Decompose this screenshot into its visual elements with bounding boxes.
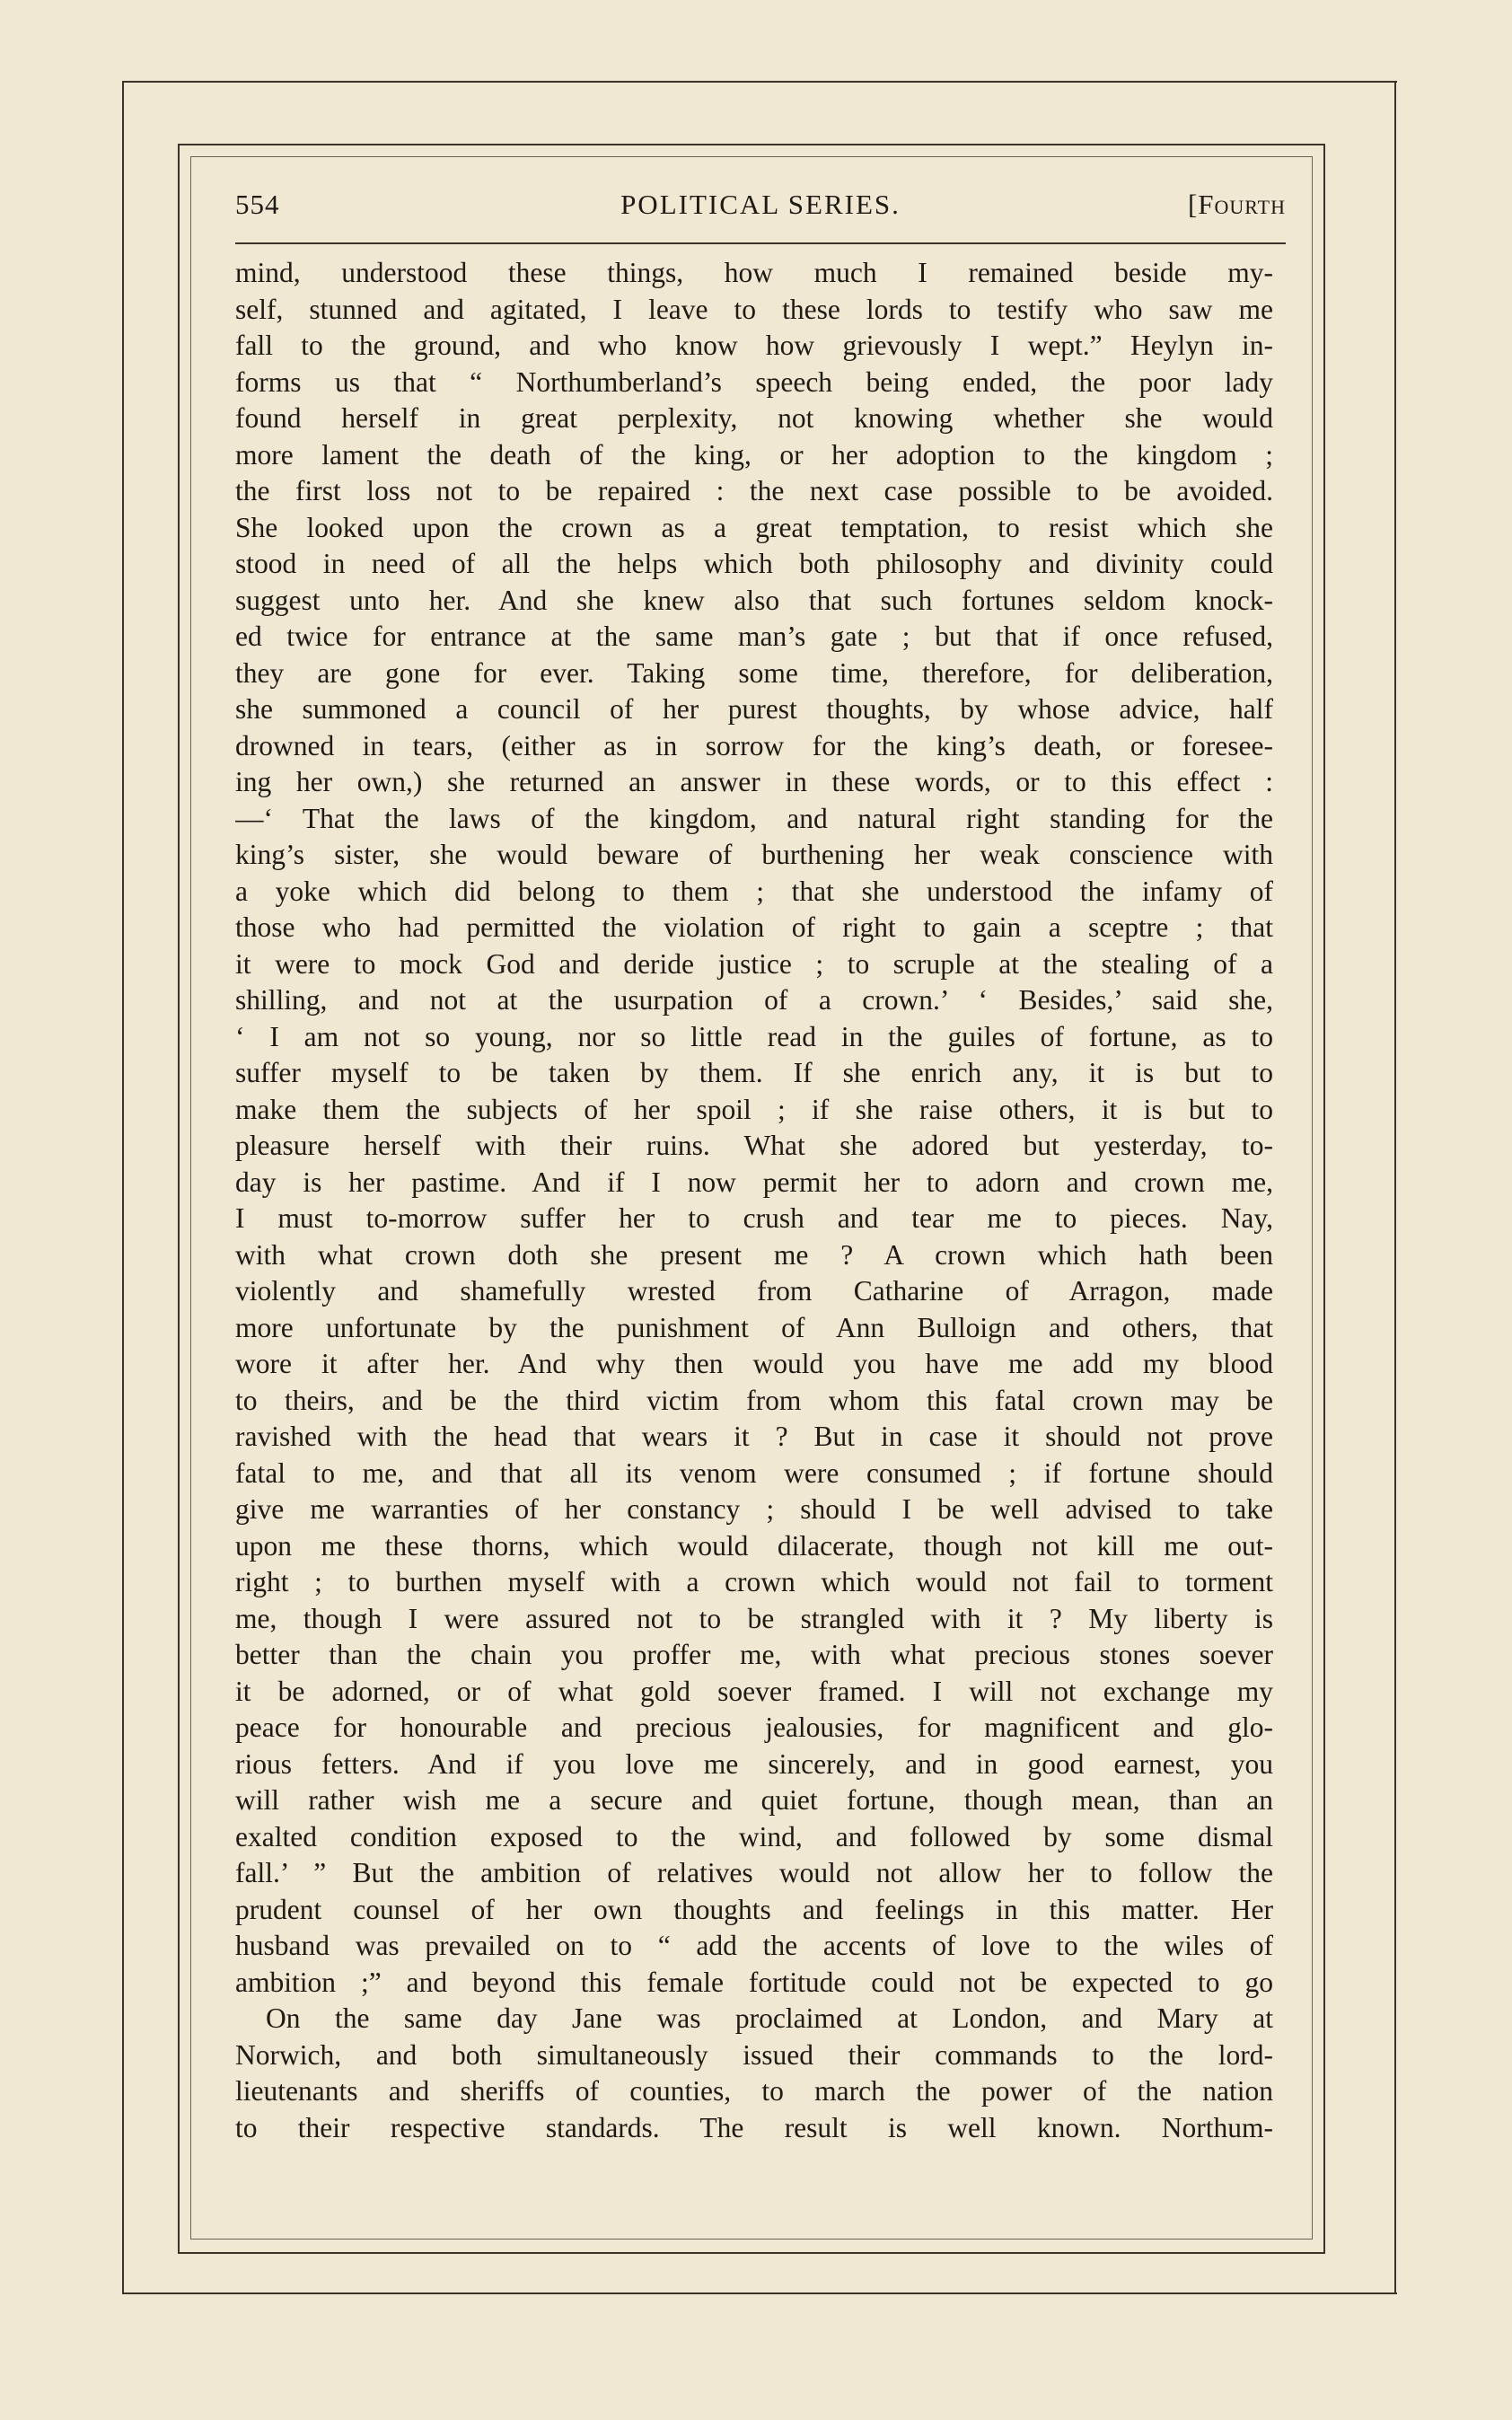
text-line: shilling, and not at the usurpation of a crown.’ ‘ Besides,’ said she, [235, 984, 1273, 1016]
text-line: ed twice for entrance at the same man’s gate ; but that if once refused, [235, 620, 1273, 652]
text-line: husband was prevailed on to “ add the accents of love to the wiles of [235, 1930, 1273, 1961]
outer-frame-top-rule [124, 81, 1397, 83]
body-text [235, 255, 1273, 2146]
text-line: drowned in tears, (either as in sorrow for the king’s death, or foresee- [235, 729, 1273, 761]
text-line: ambition ;” and beyond this female fortitude could not be expected to go [235, 1966, 1273, 1998]
text-line: ravished with the head that wears it ? But in case it should not prove [235, 1421, 1273, 1452]
section-mark: [Fourth [1187, 189, 1286, 220]
text-line: they are gone for ever. Taking some time, therefore, for deliberation, [235, 656, 1273, 689]
text-line: wore it after her. And why then would you have me add my blood [235, 1348, 1273, 1379]
text-line: upon me these thorns, which would dilacerate, though not kill me out- [235, 1529, 1273, 1562]
outer-frame-right-rule [1394, 81, 1396, 2294]
text-line: forms us that “ Northumberland’s speech being ended, the poor lady [235, 365, 1273, 398]
text-line: self, stunned and agitated, I leave to these lords to testify who saw me [235, 293, 1273, 325]
text-line: Norwich, and both simultaneously issued their commands to the lord- [235, 2038, 1273, 2071]
text-line: found herself in great perplexity, not knowing whether she would [235, 402, 1273, 434]
text-line: rious fetters. And if you love me sincerely, and in good earnest, you [235, 1747, 1273, 1780]
text-line: with what crown doth she present me ? A crown which hath been [235, 1238, 1273, 1271]
header-rule [235, 242, 1286, 244]
text-line: give me warranties of her constancy ; should I be well advised to take [235, 1493, 1273, 1525]
text-line: fall.’ ” But the ambition of relatives would not allow her to follow the [235, 1857, 1273, 1888]
text-line: She looked upon the crown as a great temptation, to resist which she [235, 511, 1273, 543]
text-line: it be adorned, or of what gold soever framed. I will not exchange my [235, 1675, 1273, 1707]
text-line: day is her pastime. And if I now permit her to adorn and crown me, [235, 1166, 1273, 1198]
text-line: more unfortunate by the punishment of Ann Bulloign and others, that [235, 1311, 1273, 1343]
text-line: prudent counsel of her own thoughts and feelings in this matter. Her [235, 1893, 1273, 1925]
text-line: lieutenants and sheriffs of counties, to march the power of the nation [235, 2075, 1273, 2107]
running-header [235, 189, 1286, 233]
page-number: 554 [235, 189, 280, 220]
text-line: suggest unto her. And she knew also that such fortunes seldom knock- [235, 584, 1273, 616]
text-line: make them the subjects of her spoil ; if she raise others, it is but to [235, 1093, 1273, 1125]
text-line: better than the chain you proffer me, with what precious stones soever [235, 1639, 1273, 1670]
text-line: violently and shamefully wrested from Catharine of Arragon, made [235, 1275, 1273, 1307]
text-line: it were to mock God and deride justice ; to scruple at the stealing of a [235, 947, 1273, 980]
text-line: to theirs, and be the third victim from whom this fatal crown may be [235, 1384, 1273, 1416]
text-line: ‘ I am not so young, nor so little read in the guiles of fortune, as to [235, 1020, 1273, 1052]
text-line: right ; to burthen myself with a crown which would not fail to torment [235, 1566, 1273, 1597]
text-line: will rather wish me a secure and quiet fortune, though mean, than an [235, 1784, 1273, 1816]
text-line: suffer myself to be taken by them. If she enrich any, it is but to [235, 1057, 1273, 1088]
text-line: fall to the ground, and who know how grievously I wept.” Heylyn in- [235, 330, 1273, 361]
text-line: exalted condition exposed to the wind, and followed by some dismal [235, 1820, 1273, 1852]
text-line: pleasure herself with their ruins. What she adored but yesterday, to- [235, 1130, 1273, 1161]
text-line: a yoke which did belong to them ; that she understood the infamy of [235, 875, 1273, 907]
text-line: —‘ That the laws of the kingdom, and natural right standing for the [235, 802, 1273, 834]
text-line: the first loss not to be repaired : the next case possible to be avoided. [235, 475, 1273, 506]
text-line: peace for honourable and precious jealousies, for magnificent and glo- [235, 1712, 1273, 1743]
text-line: me, though I were assured not to be strangled with it ? My liberty is [235, 1602, 1273, 1634]
text-line: king’s sister, she would beware of burthening her weak conscience with [235, 839, 1273, 870]
text-line: those who had permitted the violation of right to gain a sceptre ; that [235, 911, 1273, 943]
text-line: ing her own,) she returned an answer in these words, or to this effect : [235, 766, 1273, 797]
text-line: I must to-morrow suffer her to crush and tear me to pieces. Nay, [235, 1202, 1273, 1234]
outer-frame-left-rule [122, 81, 124, 2294]
text-line: mind, understood these things, how much I remained beside my- [235, 257, 1273, 288]
text-line: to their respective standards. The result is well known. Northum- [235, 2111, 1273, 2143]
outer-frame-bottom-rule [122, 2292, 1397, 2294]
text-line: stood in need of all the helps which both philosophy and divinity could [235, 548, 1273, 579]
paragraph-start-line: On the same day Jane was proclaimed at London, and Mary at [266, 2002, 1273, 2034]
text-line: fatal to me, and that all its venom were consumed ; if fortune should [235, 1456, 1273, 1489]
text-line: she summoned a council of her purest thoughts, by whose advice, half [235, 693, 1273, 725]
running-title: POLITICAL SERIES. [620, 189, 901, 220]
text-line: more lament the death of the king, or her adoption to the kingdom ; [235, 438, 1273, 471]
